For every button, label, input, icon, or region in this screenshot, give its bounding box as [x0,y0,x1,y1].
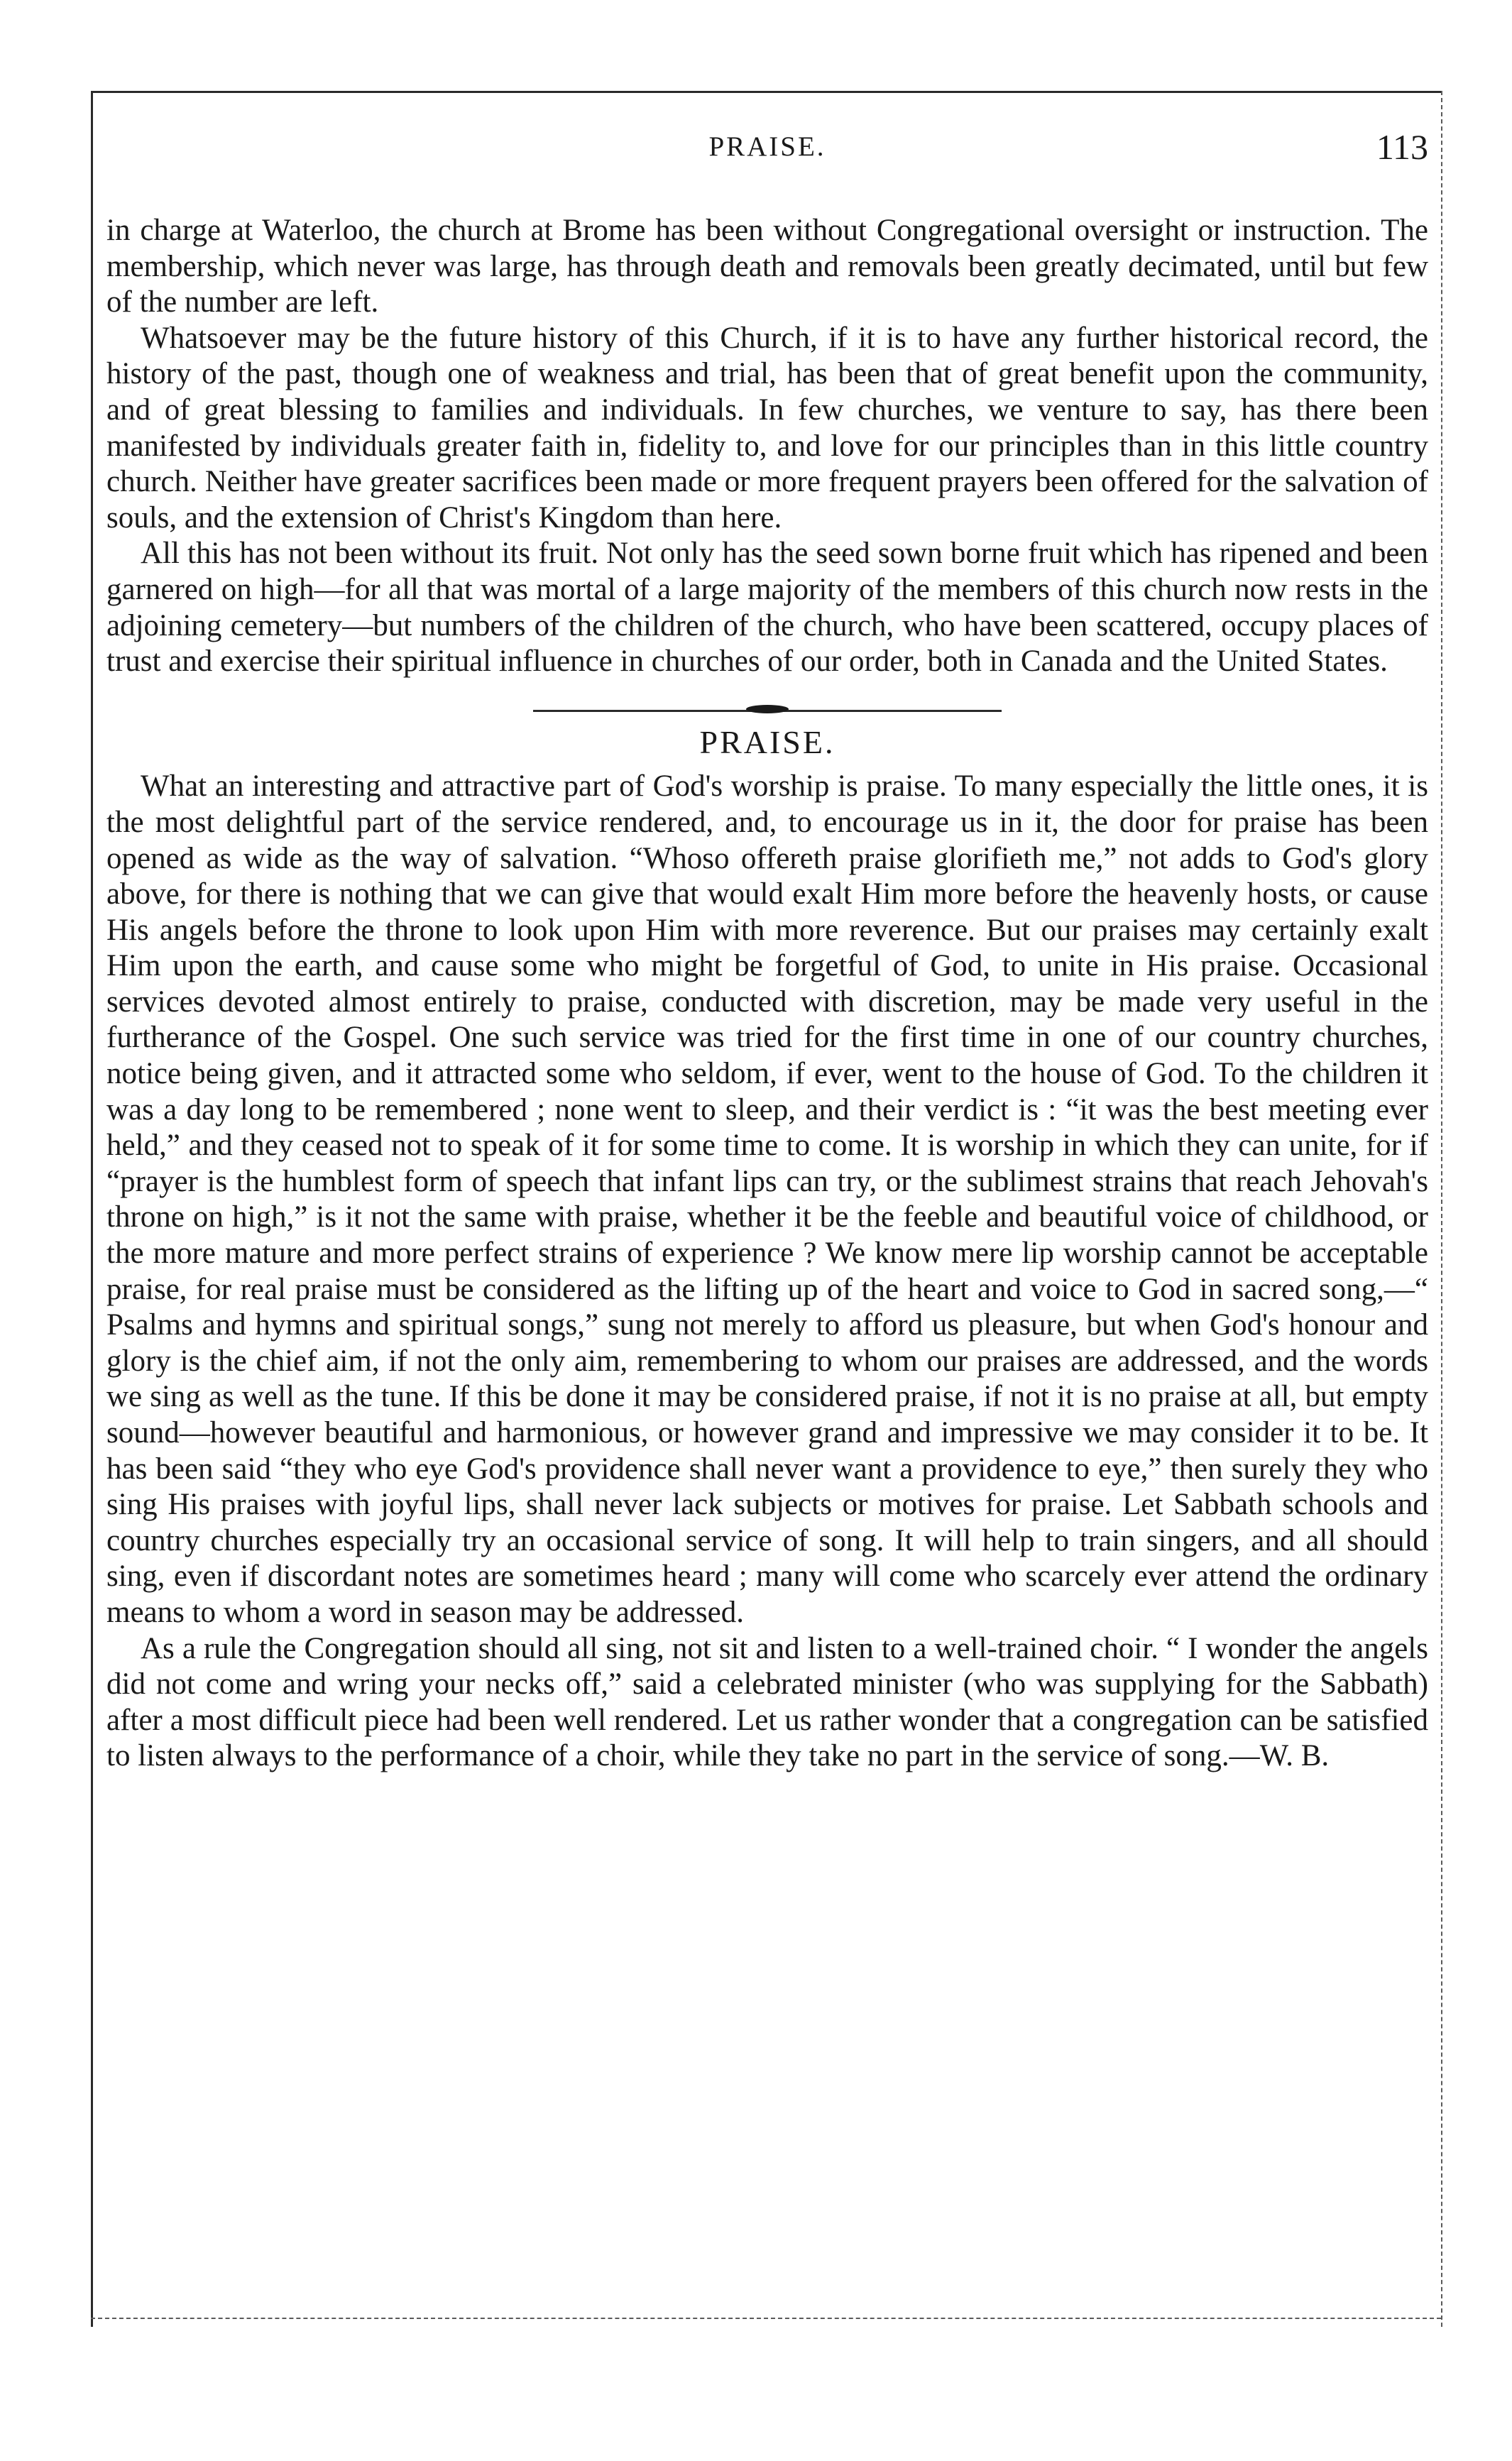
divider-ornament-icon [746,705,789,713]
article-paragraph: What an interesting and attractive part of God's worship is praise. To many especially the little ones, it is the most delightful part of the service rendered, and, to encourage us in it, the door for praise has been opened as wide as the way of salvation. “Whoso offereth praise glorifieth me,” not adds to God's glory above, for there is nothing that we can give that would exalt Him more before the heavenly hosts, or cause His angels before the throne to look upon Him with more reverence. But our praises may certainly exalt Him upon the earth, and cause some who might be forgetful of God, to unite in His praise. Occasional services devoted almost entirely to praise, conducted with discretion, may be made very useful in the furtherance of the Gospel. One such service was tried for the first time in one of our country churches, notice being given, and it attracted some who seldom, if ever, went to the house of God. To the children it was a day long to be remembered ; none went to sleep, and their verdict is : “it was the best meeting ever held,” and they ceased not to speak of it for some time to come. It is worship in which they can unite, for if “prayer is the humblest form of speech that infant lips can try, or the sublimest strains that reach Jehovah's throne on high,” is it not the same with praise, whether it be the feeble and beautiful voice of childhood, or the more mature and more perfect strains of experience ? We know mere lip worship cannot be acceptable praise, for real praise must be considered as the lifting up of the heart and voice to God in sacred song,—“ Psalms and hymns and spiritual songs,” sung not merely to afford us pleasure, but when God's honour and glory is the chief aim, if not the only aim, remembering to whom our praises are addressed, and the words we sing as well as the tune. If this be done it may be considered praise, if not it is no praise at all, but empty sound—however beautiful and harmonious, or however grand and impressive we may consider it to be. It has been said “they who eye God's providence shall never want a providence to eye,” then surely they who sing His praises with joyful lips, shall never lack subjects or motives for praise. Let Sabbath schools and country churches especially try an occasional service of song. It will help to train singers, and all should sing, even if discordant notes are sometimes heard ; many will come who scarcely ever attend the ordinary means to whom a word in season may be addressed. [106,769,1428,1629]
page-frame-top-rule [91,91,1441,93]
continuation-paragraph: Whatsoever may be the future history of this Church, if it is to have any further historical record, the history of the past, though one of weakness and trial, has been that of great benefit upon the community, and of great blessing to families and individuals. In few churches, we venture to say, has there been manifested by individuals greater faith in, fidelity to, and love for our principles than in this little country church. Neither have greater sacrifices been made or more frequent prayers been offered for the salvation of souls, and the extension of Christ's Kingdom than here. [106,321,1428,535]
section-divider [533,710,1002,712]
page-header [106,127,1428,180]
article-paragraph: As a rule the Congregation should all sing, not sit and listen to a well-trained choir. “ I wonder the angels did not come and wring your necks off,” said a celebrated minister (who was supplying for the Sabbath) after a most difficult piece had been well rendered. Let us rather wonder that a congregation can be satisfied to listen always to the performance of a choir, while they take no part in the service of song.—W. B. [106,1631,1428,1773]
page-number: 113 [1376,127,1428,167]
continuation-paragraph: All this has not been without its fruit. Not only has the seed sown borne fruit which has ripened and been garnered on high—for all that was mortal of a large majority of the members of this church now rests in the adjoining cemetery—but numbers of the children of the church, who have been scattered, occupy places of trust and exercise their spiritual influence in churches of our order, both in Canada and the United States. [106,537,1428,679]
article-title: PRAISE. [699,723,836,760]
continuation-paragraph: in charge at Waterloo, the church at Brome has been without Congregational oversight or instruction. The membership, which never was large, has through death and removals been greatly decimated, until but few of the number are left. [106,214,1428,319]
page-frame-right-rule [1441,91,1442,2327]
running-head: PRAISE. [708,131,826,162]
page-frame-left-rule [91,91,93,2327]
page-frame-bottom-rule [91,2318,1441,2319]
page-body [106,213,1428,1775]
